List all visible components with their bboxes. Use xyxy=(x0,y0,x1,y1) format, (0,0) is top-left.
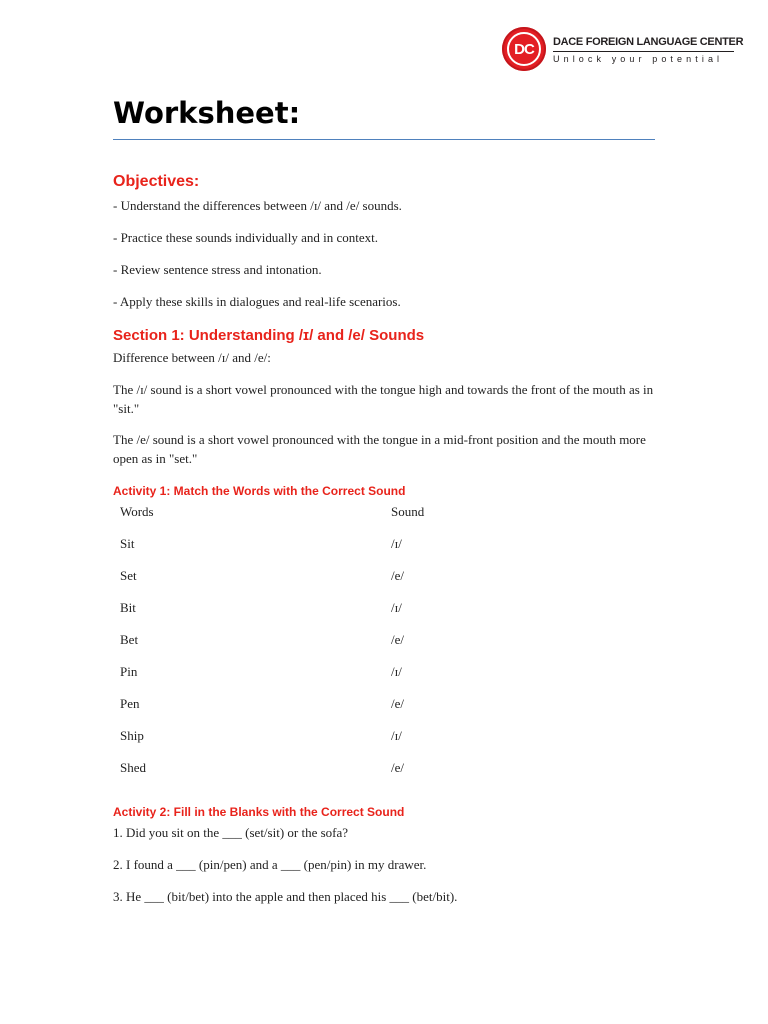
fill-blank-item: 3. He ___ (bit/bet) into the apple and then placed his ___ (bet/bit). xyxy=(113,889,458,904)
word-cell: Bit xyxy=(120,600,136,615)
section1-subheading: Difference between /ɪ/ and /e/: xyxy=(113,350,271,365)
sound-cell: /ɪ/ xyxy=(391,728,402,743)
table-header-sound: Sound xyxy=(391,504,425,519)
section1-paragraph-i: The /ɪ/ sound is a short vowel pronounced with the tongue high and towards the front of the mouth as in "sit." xyxy=(113,382,654,416)
sound-cell: /e/ xyxy=(391,632,404,647)
word-cell: Sit xyxy=(120,536,135,551)
objective-item: - Practice these sounds individually and in context. xyxy=(113,230,378,245)
title-underline xyxy=(113,139,655,140)
word-cell: Pin xyxy=(120,664,138,679)
logo-badge-icon xyxy=(502,27,546,71)
objectives-heading: Objectives: xyxy=(113,173,200,190)
word-cell: Pen xyxy=(120,696,140,711)
word-cell: Bet xyxy=(120,632,139,647)
sound-cell: /e/ xyxy=(391,696,404,711)
logo-name: DACE FOREIGN LANGUAGE CENTER xyxy=(553,36,744,48)
objective-item: - Review sentence stress and intonation. xyxy=(113,262,322,277)
fill-blank-item: 2. I found a ___ (pin/pen) and a ___ (pen/pin) in my drawer. xyxy=(113,857,427,872)
word-cell: Ship xyxy=(120,728,144,743)
word-cell: Shed xyxy=(120,760,146,775)
sound-cell: /ɪ/ xyxy=(391,664,402,679)
word-cell: Set xyxy=(120,568,137,583)
section1-heading: Section 1: Understanding /ɪ/ and /e/ Sounds xyxy=(113,327,425,344)
sound-cell: /e/ xyxy=(391,568,404,583)
sound-cell: /e/ xyxy=(391,760,404,775)
objective-item: - Apply these skills in dialogues and real-life scenarios. xyxy=(113,294,401,309)
sound-cell: /ɪ/ xyxy=(391,536,402,551)
activity2-heading: Activity 2: Fill in the Blanks with the Correct Sound xyxy=(113,805,405,819)
section1-paragraph-e: The /e/ sound is a short vowel pronounced with the tongue in a mid-front position and the mouth more open as in "set." xyxy=(113,432,646,466)
logo xyxy=(502,26,742,72)
logo-divider xyxy=(553,51,734,52)
objective-item: - Understand the differences between /ɪ/ and /e/ sounds. xyxy=(113,198,402,213)
logo-tagline: Unlock your potential xyxy=(553,54,724,64)
activity1-heading: Activity 1: Match the Words with the Correct Sound xyxy=(113,484,406,498)
page-title: Worksheet: xyxy=(113,96,301,130)
logo-initials: DC xyxy=(507,32,541,66)
sound-cell: /ɪ/ xyxy=(391,600,402,615)
fill-blank-item: 1. Did you sit on the ___ (set/sit) or the sofa? xyxy=(113,825,349,840)
table-header-words: Words xyxy=(120,504,154,519)
